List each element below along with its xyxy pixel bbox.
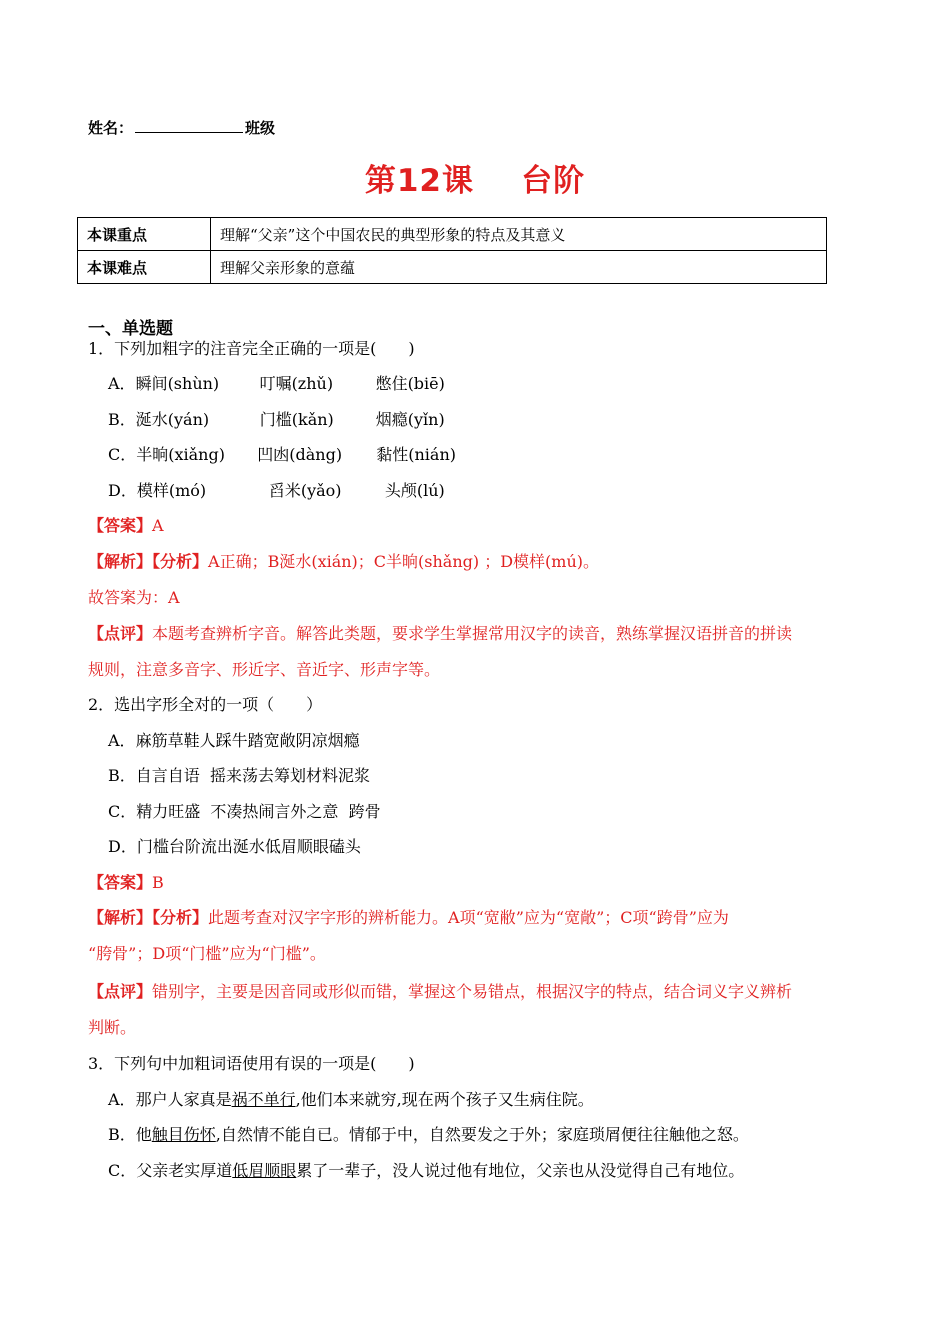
name-blank[interactable] (135, 118, 243, 133)
lesson-topic: 台阶 (521, 163, 586, 199)
question-1-stem: 1．下列加粗字的注音完全正确的一项是( ) (88, 339, 415, 358)
question-1-option-a[interactable]: A．瞬间(shùn) 叮嘱(zhǔ) 憋住(biē) (108, 374, 445, 393)
question-1-option-d[interactable]: D．模样(mó) 舀米(yǎo) 头颅(lú) (108, 481, 445, 500)
question-3-option-b[interactable]: B．他触目伤怀,自然情不能自已。情郁于中，自然要发之于外；家庭琐屑便往往触他之怒。 (108, 1125, 749, 1144)
difficulty-value: 理解父亲形象的意蕴 (211, 251, 827, 284)
question-2-comment-cont: 判断。 (88, 1018, 137, 1037)
question-2-option-b[interactable]: B．自言自语 摇来荡去筹划材料泥浆 (108, 766, 370, 785)
question-1-analysis: 【解析】【分析】A正确；B涎水(xián)；C半晌(shǎng) ；D模样(mú)。 (88, 552, 600, 571)
lesson-number: 第12课 (364, 163, 474, 199)
table-row (78, 251, 827, 284)
difficulty-key: 本课难点 (78, 251, 211, 284)
underlined-word: 触目伤怀 (151, 1125, 216, 1144)
question-1-comment-cont: 规则，注意多音字、形近字、音近字、形声字等。 (88, 660, 441, 679)
question-1-comment: 【点评】本题考查辨析字音。解答此类题，要求学生掌握常用汉字的读音，熟练掌握汉语拼音的拼读 (88, 624, 793, 643)
question-2-option-c[interactable]: C．精力旺盛 不凑热闹言外之意 跨骨 (108, 802, 381, 821)
question-1-conclusion: 故答案为：A (88, 588, 180, 607)
class-label: 班级 (245, 119, 276, 137)
name-label: 姓名： (88, 119, 134, 137)
focus-value: 理解“父亲”这个中国农民的典型形象的特点及其意义 (211, 218, 827, 251)
focus-key: 本课重点 (78, 218, 211, 251)
question-1-option-b[interactable]: B．涎水(yán) 门槛(kǎn) 烟瘾(yǐn) (108, 410, 445, 429)
question-3-option-c[interactable]: C．父亲老实厚道低眉顺眼累了一辈子，没人说过他有地位，父亲也从没觉得自己有地位。 (108, 1161, 745, 1180)
underlined-word: 祸不单行 (231, 1090, 296, 1109)
question-3-stem: 3．下列句中加粗词语使用有误的一项是( ) (88, 1054, 415, 1073)
question-2-analysis: 【解析】【分析】此题考查对汉字字形的辨析能力。A项“宽敝”应为“宽敞”；C项“跨骨”应为 (88, 908, 729, 927)
underlined-word: 低眉顺眼 (232, 1161, 297, 1180)
lesson-title (0, 155, 950, 200)
table-row (78, 218, 827, 251)
question-2-option-a[interactable]: A．麻筋草鞋人踩牛踏宽敞阴凉烟瘾 (108, 731, 360, 750)
question-2-stem: 2．选出字形全对的一项（ ） (88, 695, 323, 714)
question-1-answer: 【答案】A (88, 516, 164, 535)
student-info-line (88, 117, 275, 138)
question-2-option-d[interactable]: D．门槛台阶流出涎水低眉顺眼磕头 (108, 837, 361, 856)
question-2-comment: 【点评】错别字，主要是因音同或形似而错，掌握这个易错点，根据汉字的特点，结合词义字义辨析 (88, 982, 793, 1001)
section-title: 一、单选题 (88, 319, 173, 339)
question-2-answer: 【答案】B (88, 873, 164, 892)
question-3-option-a[interactable]: A．那户人家真是祸不单行,他们本来就穷,现在两个孩子又生病住院。 (108, 1090, 594, 1109)
question-1-option-c[interactable]: C．半晌(xiǎng) 凹凼(dàng) 黏性(nián) (108, 445, 457, 464)
question-2-analysis-cont: “胯骨”；D项“门槛”应为“门槛”。 (88, 944, 326, 963)
focus-table (77, 217, 827, 284)
